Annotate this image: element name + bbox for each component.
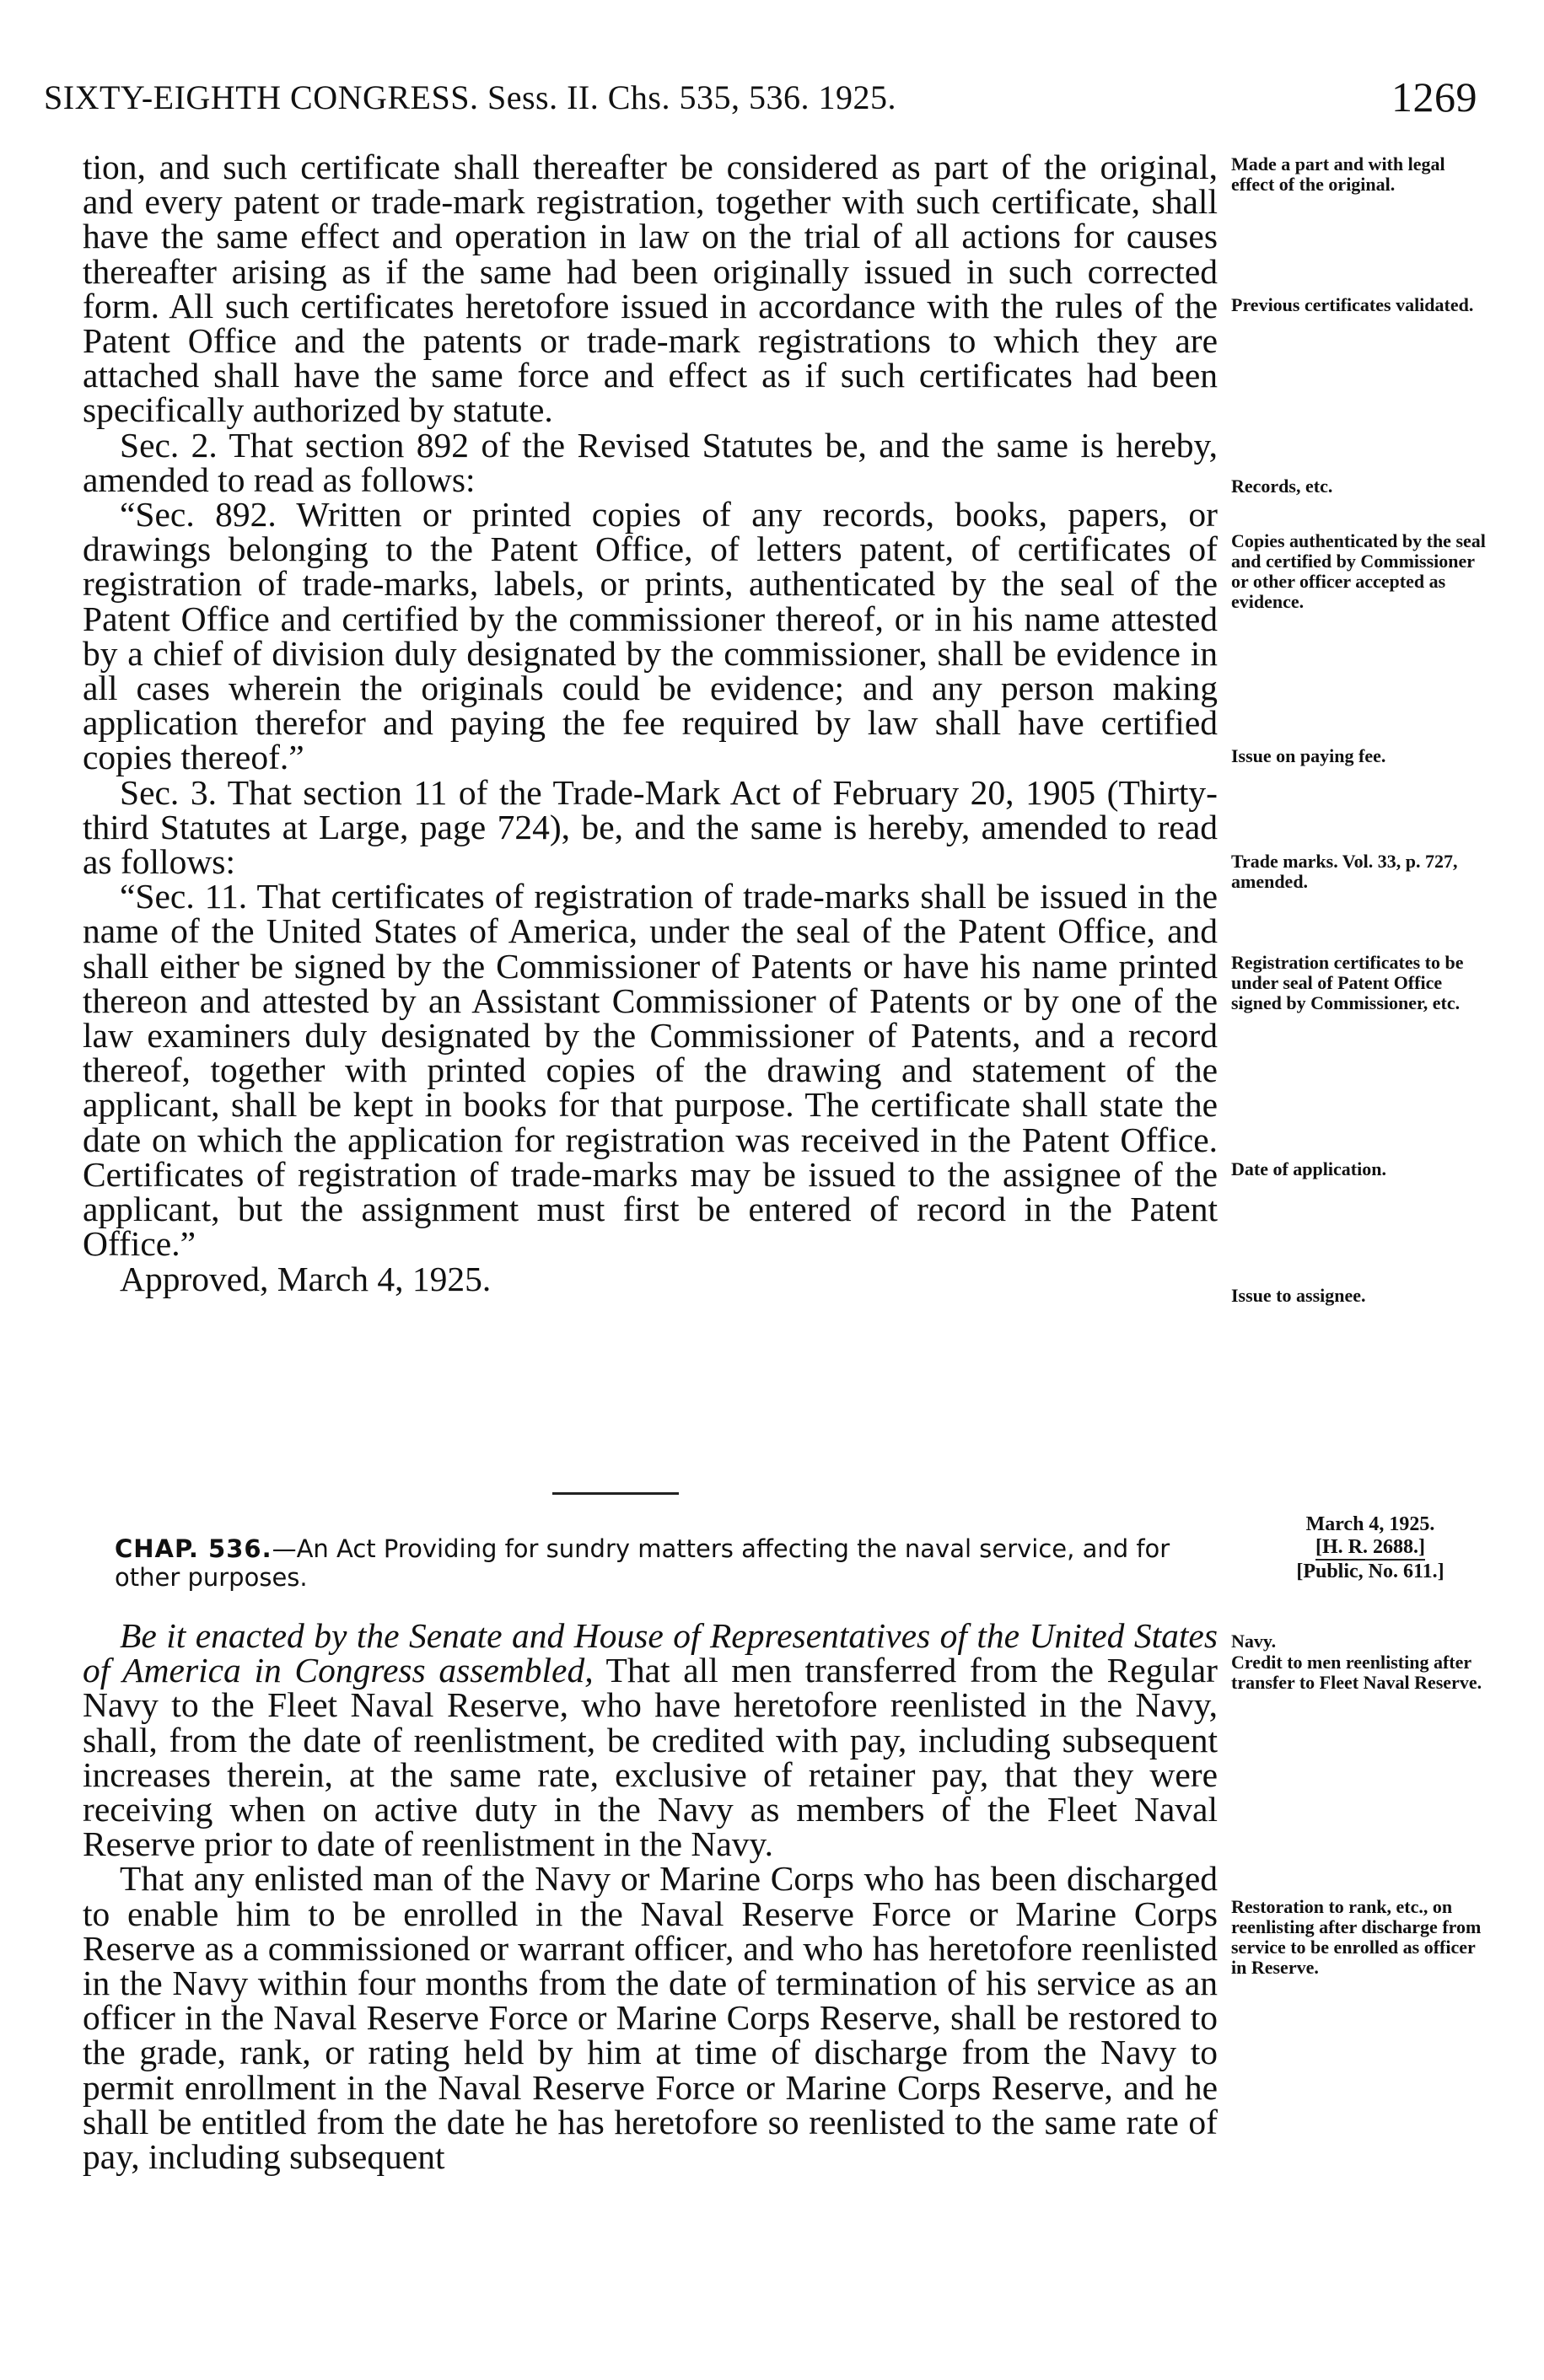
paragraph-continuation: tion, and such certificate shall thereafter be considered as part of the original, and every patent or trade-mark registration, together with such certificate, shall have the same effect and operation in law on the trial of all actions for causes thereafter arising as if the same had been originally issued in such corrected form. All such certificates heretofore issued in accordance with the rules of the Patent Office and the patents or trade-mark registrations to which they are attached shall have the same force and effect as if such certificates had been specifically authorized by statute. bbox=[83, 148, 1218, 430]
approval-line: Approved, March 4, 1925. bbox=[120, 1259, 492, 1298]
margin-note: Credit to men reenlisting after transfer to Fleet Naval Reserve. bbox=[1231, 1652, 1482, 1693]
margin-note: Date of application. bbox=[1231, 1158, 1386, 1179]
margin-note: Issue to assignee. bbox=[1231, 1285, 1366, 1306]
page-number: 1269 bbox=[1391, 73, 1477, 121]
running-head: SIXTY-EIGHTH CONGRESS. Sess. II. Chs. 535, 536. 1925. bbox=[44, 78, 896, 116]
margin-note: Registration certificates to be under seal of Patent Office signed by Commissioner, etc. bbox=[1231, 952, 1464, 1013]
margin-note: Restoration to rank, etc., on reenlisting after discharge from service to be enrolled as officer in Reserve. bbox=[1231, 1896, 1482, 1978]
chapter-heading bbox=[115, 1534, 1218, 1592]
page-header bbox=[44, 73, 1477, 121]
public-law-number: [Public, No. 611.] bbox=[1296, 1561, 1444, 1582]
enacting-paragraph bbox=[83, 1616, 1218, 1864]
margin-note: Previous certificates validated. bbox=[1231, 294, 1474, 315]
margin-note: Navy. bbox=[1231, 1631, 1277, 1652]
enacting-clause: Be it enacted by the Senate and House of Representatives of the United States of America in Congress assembled, bbox=[83, 1616, 1218, 1690]
margin-note: Records, etc. bbox=[1231, 475, 1333, 497]
paragraph-sec-892: “Sec. 892. Written or printed copies of any records, books, papers, or drawings belonging to the Patent Office, of letters patent, of certificates of registration of trade-marks, labels, or prints, authenticated by the seal of the Patent Office and certified by the commissioner thereof, or in his name attested by a chief of division duly designated by the commissioner, shall be evidence in all cases wherein the originals could be evidence; and any person making application therefor and paying the fee required by law shall have certified copies thereof.” bbox=[83, 495, 1218, 777]
chapter-paragraph-2: That any enlisted man of the Navy or Marine Corps who has been discharged to enable him to be enrolled in the Naval Reserve Force or Marine Corps Reserve as a commissioned or warrant officer, and who has heretofore reenlisted in the Navy within four months from the date of termination of his service as an officer in the Naval Reserve Force or Marine Corps Reserve, shall be restored to the grade, rank, or rating held by him at time of discharge from the Navy to permit enrollment in the Naval Reserve Force or Marine Corps Reserve, and he shall be entitled from the date he has heretofore so reenlisted to the same rate of pay, including subsequent bbox=[83, 1859, 1218, 2177]
section-divider bbox=[552, 1492, 679, 1495]
chapter-date-block bbox=[1248, 1513, 1493, 1583]
chapter-title: —An Act Providing for sundry matters affecting the naval service, and for other purposes. bbox=[115, 1534, 1170, 1592]
chapter-paragraph-1: That all men transferred from the Regular Navy to the Fleet Naval Reserve, who have heretofore reenlisted in the Navy, shall, from the date of reenlistment, be credited with pay, including subsequent increases therein, at the same rate, exclusive of retainer pay, that they were receiving when on active duty in the Navy as members of the Fleet Naval Reserve prior to date of reenlistment in the Navy. bbox=[83, 1651, 1218, 1864]
margin-note: Copies authenticated by the seal and certified by Commissioner or other officer accepted as evidence. bbox=[1231, 530, 1486, 612]
paragraph-sec-3: Sec. 3. That section 11 of the Trade-Mark Act of February 20, 1905 (Thirty-third Statutes at Large, page 724), be, and the same is hereby, amended to read as follows: bbox=[83, 772, 1218, 882]
main-text bbox=[83, 150, 1218, 1297]
bill-number: [H. R. 2688.] bbox=[1315, 1536, 1425, 1561]
margin-note: Trade marks. Vol. 33, p. 727, amended. bbox=[1231, 851, 1458, 892]
chapter-text bbox=[83, 1616, 1218, 2177]
paragraph-sec-2: Sec. 2. That section 892 of the Revised Statutes be, and the same is hereby, amended to read as follows: bbox=[83, 425, 1218, 499]
paragraph-sec-11: “Sec. 11. That certificates of registration of trade-marks shall be issued in the name of the United States of America, under the seal of the Patent Office, and shall either be signed by the Commissioner of Patents or have his name printed thereon and attested by an Assistant Commissioner of Patents or by one of the law examiners duly designated by the Commissioner of Patents, and a record thereof, together with printed copies of the drawing and statement of the applicant, shall be kept in books for that purpose. The certificate shall state the date on which the application for registration was received in the Patent Office. Certificates of registration of trade-marks may be issued to the assignee of the applicant, but the assignment must first be entered of record in the Patent Office.” bbox=[83, 877, 1218, 1264]
margin-note: Issue on paying fee. bbox=[1231, 745, 1386, 766]
chapter-number: CHAP. 536. bbox=[115, 1534, 272, 1563]
chapter-date: March 4, 1925. bbox=[1305, 1513, 1435, 1535]
margin-note: Made a part and with legal effect of the original. bbox=[1231, 153, 1445, 195]
